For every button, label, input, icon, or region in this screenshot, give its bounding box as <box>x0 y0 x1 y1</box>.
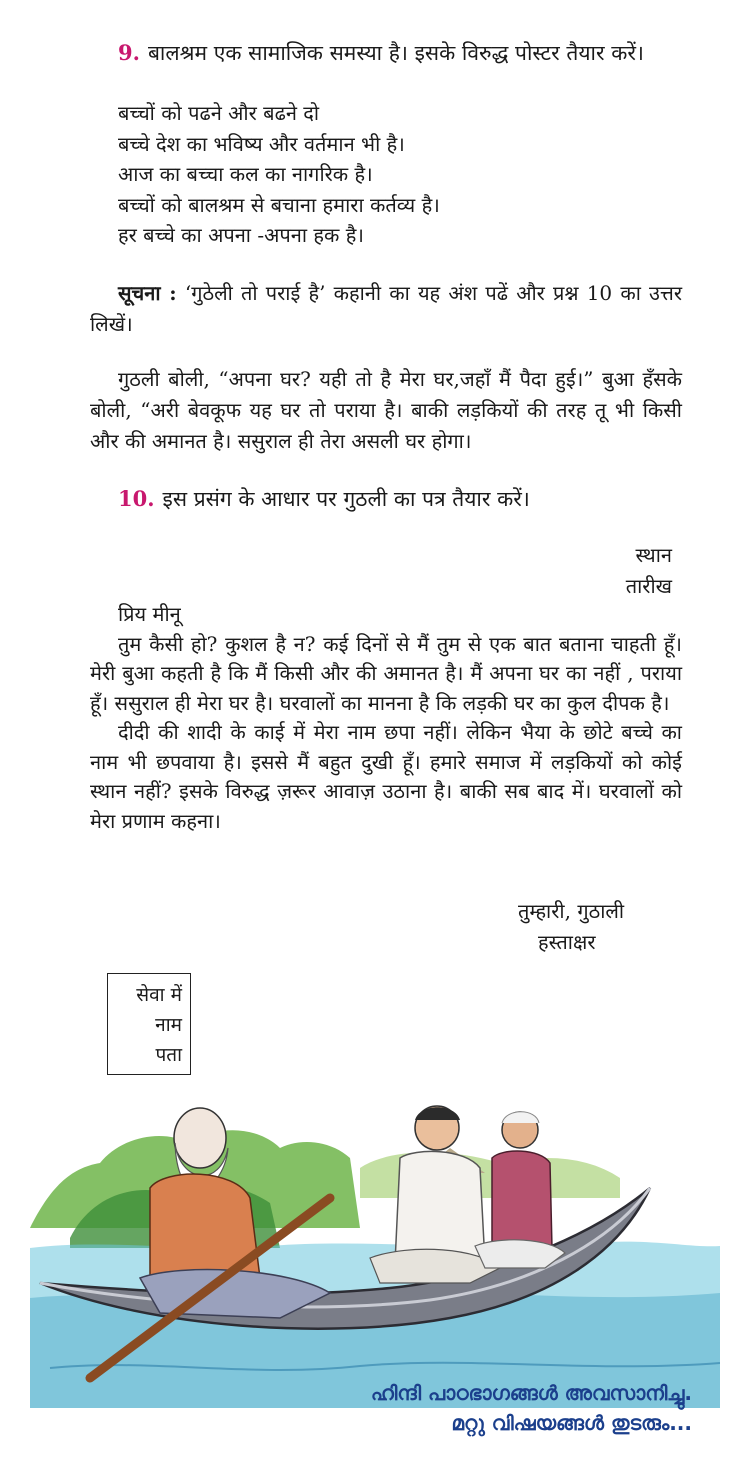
excerpt-paragraph: गुठली बोली, “अपना घर? यही तो है मेरा घर,जहाँ मैं पैदा हुई।” बुआ हँसके बोली, “अरी बेवकूफ यह घर तो पराया है। बाकी लड़कियों की तरह तू भी किसी और की अमानत है। ससुराल ही तेरा असली घर होगा। <box>90 367 682 453</box>
letter-paragraph: दीदी की शादी के काई में मेरा नाम छपा नहीं। लेकिन भैया के छोटे बच्चे का नाम भी छपवाया है। इससे मैं बहुत दुखी हूँ। हमारे समाज में लड़कियों को कोई स्थान नहीं? इसके विरुद्ध ज़रूर आवाज़ उठाना है। बाकी सब बाद में। घरवालों को मेरा प्रणाम कहना। <box>90 720 682 833</box>
letter-body <box>90 600 682 836</box>
letter-closing: तुम्हारी, गुठाली <box>518 899 625 923</box>
poster-line: बच्चे देश का भविष्य और वर्तमान भी है। <box>118 131 405 156</box>
question-text: बालश्रम एक सामाजिक समस्या है। इसके विरुद्ध पोस्टर तैयार करें। <box>147 41 644 65</box>
letter-date: तारीख <box>625 574 672 598</box>
address-line: सेवा में <box>136 984 182 1006</box>
poster-line: हर बच्चे का अपना -अपना हक है। <box>118 223 364 247</box>
poster-text <box>118 98 440 251</box>
question-10 <box>118 484 530 514</box>
notice-label: सूचना : <box>118 281 177 305</box>
notice-paragraph <box>90 278 682 340</box>
question-number: 10. <box>118 486 155 511</box>
letter-signoff <box>518 896 624 958</box>
question-9 <box>118 38 644 68</box>
letter-paragraph: तुम कैसी हो? कुशल है न? कई दिनों से मैं तुम से एक बात बताना चाहती हूँ। मेरी बुआ कहती है कि मैं किसी और की अमानत है। मैं अपना घर का नहीं , पराया हूँ। ससुराल ही मेरा घर है। घरवालों का मानना है कि लड़की घर का कुल दीपक है। <box>90 631 682 715</box>
malayalam-footer <box>0 1378 750 1438</box>
question-text: इस प्रसंग के आधार पर गुठली का पत्र तैयार करें। <box>162 487 530 511</box>
letter-signature: हस्ताक्षर <box>538 930 596 954</box>
notice-text: ‘गुठेली तो पराई है’ कहानी का यह अंश पढें और प्रश्न 10 का उत्तर लिखें। <box>90 281 683 336</box>
address-line: नाम <box>155 1014 182 1036</box>
address-line: पता <box>155 1044 182 1066</box>
boat-illustration <box>30 1078 720 1408</box>
question-number: 9. <box>118 40 140 65</box>
address-box <box>107 973 191 1075</box>
poster-line: आज का बच्चा कल का नागरिक है। <box>118 162 373 186</box>
poster-line: बच्चों को बालश्रम से बचाना हमारा कर्तव्य है। <box>118 192 440 217</box>
footer-line: മറ്റു വിഷയങ്ങൾ തുടരും... <box>451 1411 692 1435</box>
letter-greeting: प्रिय मीनू <box>118 602 181 626</box>
poster-line: बच्चों को पढने और बढने दो <box>118 101 320 125</box>
place-date <box>626 540 672 602</box>
footer-line: ഹിന്ദി പാഠഭാഗങ്ങൾ അവസാനിച്ചു. <box>370 1381 692 1405</box>
letter-place: स्थान <box>635 543 672 567</box>
